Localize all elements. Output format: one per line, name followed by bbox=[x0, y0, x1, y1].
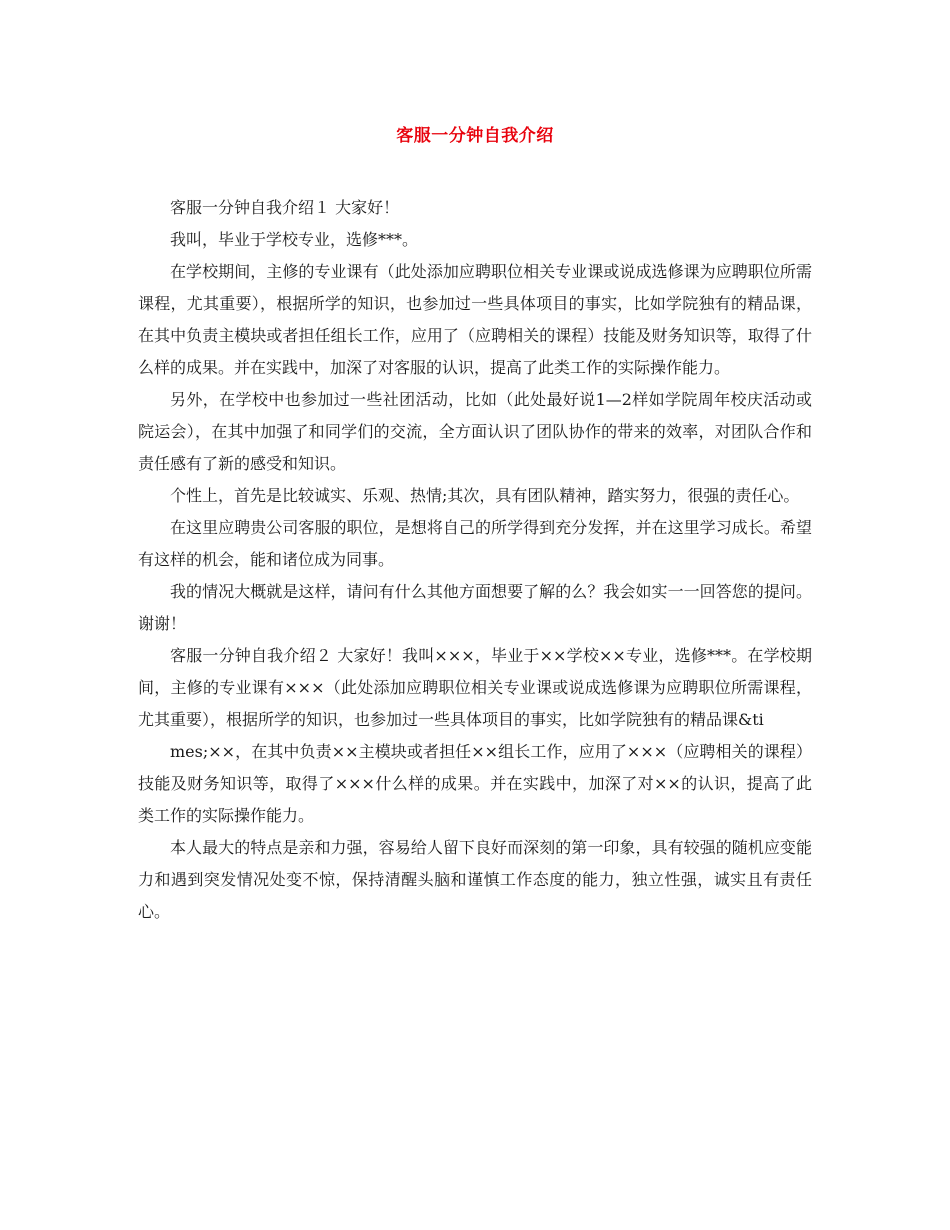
paragraph-9: mes;××，在其中负责××主模块或者担任××组长工作，应用了×××（应聘相关的课程）技能及财务知识等，取得了×××什么样的成果。并在实践中，加深了对××的认识，提高了此类工作的实际操作能力。 bbox=[138, 742, 812, 825]
paragraph-8: 客服一分钟自我介绍２ 大家好！我叫×××，毕业于××学校××专业，选修***。在学校期间，主修的专业课有×××（此处添加应聘职位相关专业课或说成选修课为应聘职位所需课程，尤其重要），根据所学的知识，也参加过一些具体项目的事实，比如学院独有的精品课&ti bbox=[138, 646, 812, 729]
paragraph-10: 本人最大的特点是亲和力强，容易给人留下良好而深刻的第一印象，具有较强的随机应变能力和遇到突发情况处变不惊，保持清醒头脑和谨慎工作态度的能力，独立性强，诚实且有责任心。 bbox=[138, 838, 812, 921]
paragraph-3: 在学校期间，主修的专业课有（此处添加应聘职位相关专业课或说成选修课为应聘职位所需课程，尤其重要），根据所学的知识，也参加过一些具体项目的事实，比如学院独有的精品课，在其中负责主模块或者担任组长工作，应用了（应聘相关的课程）技能及财务知识等，取得了什么样的成果。并在实践中，加深了对客服的认识，提高了此类工作的实际操作能力。 bbox=[138, 262, 812, 377]
paragraph-4: 另外，在学校中也参加过一些社团活动，比如（此处最好说1—2样如学院周年校庆活动或院运会），在其中加强了和同学们的交流，全方面认识了团队协作的带来的效率，对团队合作和责任感有了新的感受和知识。 bbox=[138, 390, 812, 473]
paragraph-6: 在这里应聘贵公司客服的职位，是想将自己的所学得到充分发挥，并在这里学习成长。希望有这样的机会，能和诸位成为同事。 bbox=[138, 518, 812, 569]
document-title: 客服一分钟自我介绍 bbox=[396, 126, 554, 146]
paragraph-2: 我叫，毕业于学校专业，选修***。 bbox=[170, 230, 419, 249]
paragraph-7: 我的情况大概就是这样，请问有什么其他方面想要了解的么？我会如实一一回答您的提问。谢谢！ bbox=[138, 582, 812, 633]
paragraph-5: 个性上，首先是比较诚实、乐观、热情;其次，具有团队精神，踏实努力，很强的责任心。 bbox=[170, 486, 800, 505]
paragraph-1: 客服一分钟自我介绍１ 大家好！ bbox=[170, 198, 400, 217]
document-body bbox=[138, 192, 812, 928]
